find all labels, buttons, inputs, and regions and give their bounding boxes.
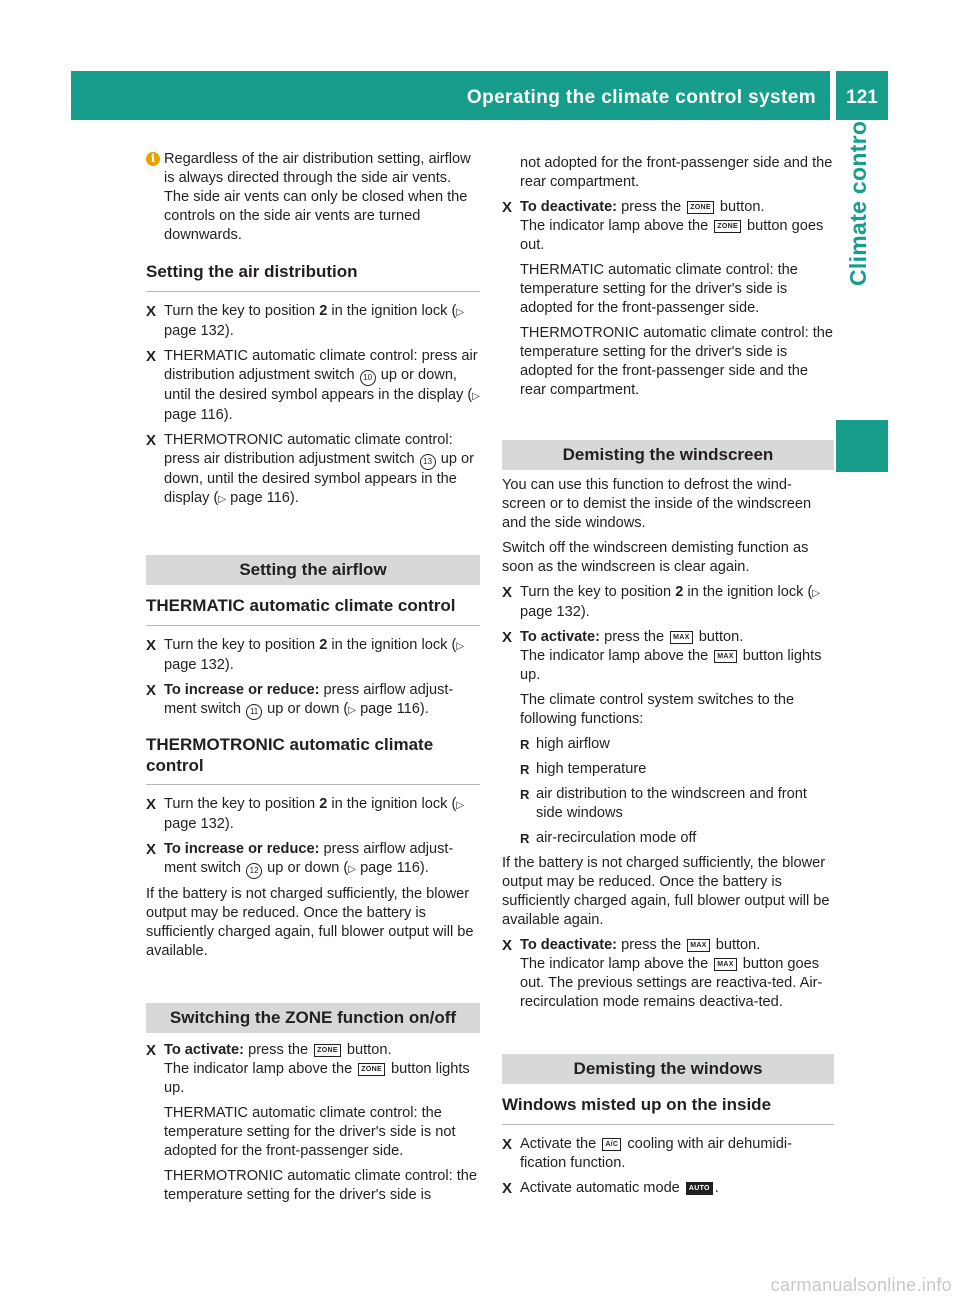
list-item-text: air-recirculation mode off (536, 830, 697, 846)
section-heading-zone: Switching the ZONE function on/off (146, 1003, 480, 1033)
step-arrow-icon: X (146, 682, 157, 699)
step-arrow-icon: X (146, 841, 157, 858)
step-item (502, 628, 834, 647)
page-ref-icon: ▷ (472, 391, 480, 402)
step-detail: THERMATIC automatic climate control: the temperature setting for the driver's side is adopted for the front-passenger side. (520, 262, 798, 316)
step-arrow-icon: X (502, 584, 513, 601)
step-detail: THERMOTRONIC automatic climate control: the temperature setting for the driver's side is adopted for the front-passenger side and the rear compartment. (520, 325, 834, 398)
page-ref-icon: ▷ (456, 641, 465, 652)
step-text: up or down ( (263, 701, 349, 717)
step-detail (502, 647, 834, 685)
step-text: button goes out. (520, 218, 824, 253)
page-title: Operating the climate control system (466, 87, 816, 108)
key-position: 2 (319, 637, 328, 653)
step-item (146, 795, 480, 834)
step-item (502, 1179, 834, 1198)
list-item (502, 735, 834, 754)
step-text: up or down, until the desired symbol appears in the display ( (164, 367, 473, 403)
page-ref[interactable]: page 132). (164, 657, 234, 673)
step-text: Turn the key to position (164, 796, 320, 812)
zone-button-icon: ZONE (358, 1063, 385, 1076)
page-ref[interactable]: page 132). (164, 816, 234, 832)
list-item-text: high airflow (536, 736, 610, 752)
page-ref-icon: ▷ (218, 494, 227, 505)
subsection-heading-thermotronic: THERMOTRONIC automatic climate control (146, 734, 480, 785)
step-text: press the (244, 1042, 313, 1058)
page-ref[interactable]: page 116). (360, 860, 429, 876)
zone-button-icon: ZONE (314, 1044, 341, 1057)
step-text: The indicator lamp above the (520, 956, 713, 972)
step-text: up or down, until the desired symbol appears in the display ( (164, 451, 475, 506)
zone-button-icon: ZONE (687, 201, 714, 214)
info-note (146, 150, 480, 245)
step-label: To increase or reduce: (164, 841, 320, 857)
step-text: . (714, 1180, 719, 1196)
bullet-icon: R (520, 762, 530, 777)
page-ref-icon: ▷ (348, 864, 356, 875)
step-detail (146, 1060, 480, 1098)
bullet-icon: R (520, 737, 530, 752)
page-ref[interactable]: page 116). (360, 701, 429, 717)
defrost-max-button-icon: MAX (714, 650, 736, 663)
step-text: The indicator lamp above the (164, 1061, 357, 1077)
step-text: THERMOTRONIC automatic climate control: press air distribution adjustment switch (164, 432, 453, 467)
step-item (502, 1135, 834, 1173)
page-ref[interactable]: page 132). (164, 323, 234, 339)
section-heading-air-distribution: Setting the air distribution (146, 261, 480, 292)
step-text: press the (617, 937, 686, 953)
step-detail: The climate control system switches to the following functions: (520, 692, 795, 727)
step-arrow-icon: X (502, 199, 513, 216)
step-label: To deactivate: (520, 199, 618, 215)
step-arrow-icon: X (146, 348, 157, 365)
step-label: To activate: (520, 629, 601, 645)
section-heading-windows: Demisting the windows (502, 1054, 834, 1084)
step-label: To increase or reduce: (164, 682, 320, 698)
zone-button-icon: ZONE (714, 220, 741, 233)
step-arrow-icon: X (146, 1042, 157, 1059)
step-text: Turn the key to position (520, 584, 676, 600)
bullet-icon: R (520, 787, 530, 802)
step-item (502, 583, 834, 622)
key-position: 2 (319, 796, 328, 812)
switch-number-icon: 11 (246, 704, 262, 720)
switch-number-icon: 12 (246, 863, 262, 879)
step-arrow-icon: X (502, 1180, 513, 1197)
info-icon: i (146, 152, 160, 166)
step-arrow-icon: X (502, 1136, 513, 1153)
step-text: THERMATIC automatic climate control: press air distribution adjustment switch (164, 348, 478, 383)
step-arrow-icon: X (502, 937, 513, 954)
watermark: carmanualsonline.info (770, 1275, 952, 1295)
step-text: press airflow adjust-ment switch (164, 682, 454, 717)
step-text: Turn the key to position (164, 637, 320, 653)
step-text: button goes out. The previous settings are reactiva-ted. Air-recirculation mode remains deactiva-ted. (520, 956, 823, 1010)
step-text: Turn the key to position (164, 303, 320, 319)
ac-button-icon: A/C (602, 1138, 621, 1151)
switch-number-icon: 13 (420, 454, 436, 470)
step-item (146, 1041, 480, 1060)
list-item (502, 829, 834, 848)
step-text: button. (711, 937, 761, 953)
step-text: button. (715, 199, 765, 215)
step-text: up or down ( (263, 860, 349, 876)
step-text: in the ignition lock ( (327, 303, 457, 319)
step-text: press the (617, 199, 686, 215)
auto-button-icon: AUTO (686, 1182, 713, 1195)
subsection-heading-thermatic: THERMATIC automatic climate control (146, 595, 480, 626)
step-item (146, 636, 480, 675)
step-text: button. (694, 629, 744, 645)
section-heading-windscreen: Demisting the windscreen (502, 440, 834, 470)
chapter-tab-label: Climate control (845, 114, 871, 286)
defrost-max-button-icon: MAX (714, 958, 736, 971)
step-detail (502, 217, 834, 255)
left-column (146, 150, 480, 1211)
paragraph: Switch off the windscreen demisting function as soon as the windscreen is clear again. (502, 540, 809, 575)
step-text: press airflow adjust-ment switch (164, 841, 454, 876)
page-ref[interactable]: page 116). (230, 490, 299, 506)
defrost-max-button-icon: MAX (670, 631, 692, 644)
chapter-tab-marker (836, 420, 888, 472)
step-label: To deactivate: (520, 937, 618, 953)
step-text: cooling with air dehumidi-fication function. (520, 1136, 793, 1171)
bullet-icon: R (520, 831, 530, 846)
step-detail: THERMATIC automatic climate control: the temperature setting for the driver's side is not adopted for the front-passenger side. (164, 1105, 456, 1159)
step-arrow-icon: X (146, 303, 157, 320)
list-item-text: air distribution to the windscreen and front side windows (536, 786, 807, 821)
step-text: The indicator lamp above the (520, 648, 713, 664)
page-ref-icon: ▷ (348, 705, 356, 716)
step-item (146, 302, 480, 341)
page-ref-icon: ▷ (812, 588, 821, 599)
step-arrow-icon: X (146, 637, 157, 654)
step-text: press the (600, 629, 669, 645)
page-number: 121 (836, 71, 888, 120)
paragraph: You can use this function to defrost the wind-screen or to demist the inside of the windscreen and the side windows. (502, 477, 812, 531)
step-text: in the ignition lock ( (683, 584, 813, 600)
step-text: Activate automatic mode (520, 1180, 684, 1196)
page-ref[interactable]: page 132). (520, 604, 590, 620)
page-ref-icon: ▷ (456, 307, 465, 318)
step-item (146, 347, 480, 425)
step-detail (502, 955, 834, 1012)
step-text: button. (342, 1042, 392, 1058)
step-arrow-icon: X (146, 432, 157, 449)
right-column (502, 154, 834, 1204)
step-item (502, 198, 834, 217)
list-item (502, 785, 834, 823)
switch-number-icon: 10 (360, 370, 376, 386)
step-item (146, 681, 480, 720)
step-detail: THERMOTRONIC automatic climate control: the temperature setting for the driver's side is (164, 1168, 478, 1203)
section-heading-airflow: Setting the airflow (146, 555, 480, 585)
list-item (502, 760, 834, 779)
step-item (502, 936, 834, 955)
battery-note: If the battery is not charged sufficiently, the blower output may be reduced. Once the battery is sufficiently charged again, full blower output will be available again. (502, 855, 830, 928)
step-text: The indicator lamp above the (520, 218, 713, 234)
page-ref[interactable]: page 116). (164, 407, 233, 423)
battery-note: If the battery is not charged sufficiently, the blower output may be reduced. Once the battery is sufficiently charged again, full blower output will be available. (146, 886, 474, 959)
step-text: in the ignition lock ( (327, 637, 457, 653)
step-item (146, 840, 480, 879)
key-position: 2 (319, 303, 328, 319)
step-arrow-icon: X (502, 629, 513, 646)
page-ref-icon: ▷ (456, 800, 465, 811)
defrost-max-button-icon: MAX (687, 939, 709, 952)
step-text: in the ignition lock ( (327, 796, 457, 812)
list-item-text: high temperature (536, 761, 647, 777)
step-detail: not adopted for the front-passenger side and the rear compartment. (520, 155, 833, 190)
info-note-text: Regardless of the air distribution setting, airflow is always directed through the side air vents. The side air vents can only be closed when the controls on the side air vents are turned downwards. (164, 151, 471, 243)
step-text: Activate the (520, 1136, 601, 1152)
step-item (146, 431, 480, 509)
step-label: To activate: (164, 1042, 245, 1058)
step-text: button lights up. (164, 1061, 470, 1096)
step-text: button lights up. (520, 648, 822, 683)
subsection-heading-misted: Windows misted up on the inside (502, 1094, 834, 1125)
step-arrow-icon: X (146, 796, 157, 813)
key-position: 2 (675, 584, 684, 600)
